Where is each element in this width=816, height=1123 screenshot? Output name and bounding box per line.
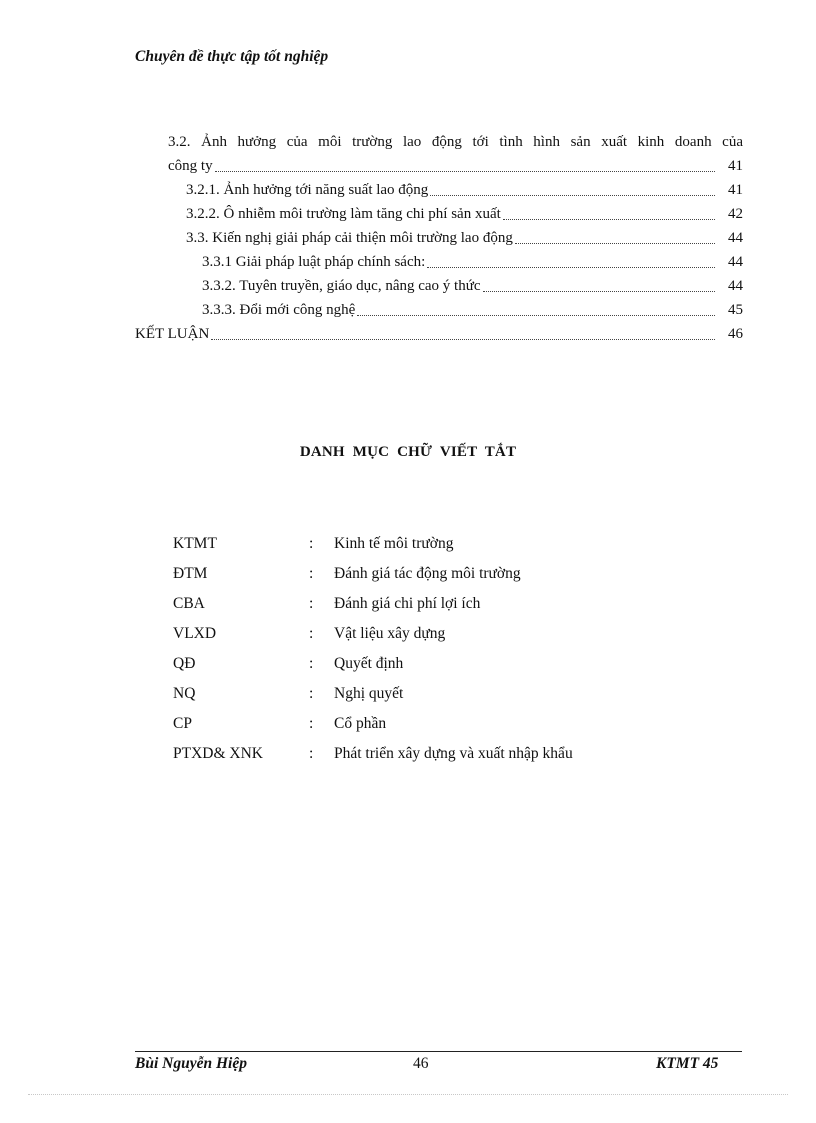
toc-entry-text: 3.3.1 Giải pháp luật pháp chính sách: (202, 254, 426, 270)
abbreviation-meaning: Đánh giá chi phí lợi ích (334, 595, 481, 612)
toc-entry-text: 3.2.2. Ô nhiễm môi trường làm tăng chi phí sản xuất (186, 206, 501, 222)
toc-page-number: 41 (728, 158, 743, 174)
abbreviation-meaning: Phát triển xây dựng và xuất nhập khẩu (334, 745, 573, 762)
page-bottom-divider (28, 1094, 788, 1095)
abbreviation-term: NQ (173, 685, 196, 702)
toc-entry-3-2-2 (186, 202, 743, 226)
toc-leader-dots (427, 253, 715, 268)
toc-entry-3-2 (168, 154, 743, 178)
footer-page-number: 46 (413, 1055, 429, 1072)
abbreviation-separator: : (309, 535, 314, 552)
toc-page-number: 42 (728, 206, 743, 222)
toc-entry-text: 3.3.3. Đổi mới công nghệ (202, 302, 356, 318)
footer-author: Bùi Nguyễn Hiệp (135, 1055, 247, 1072)
toc-entry-text: 3.3. Kiến nghị giải pháp cải thiện môi trường lao động (186, 230, 513, 246)
footer-class-code: KTMT 45 (656, 1055, 719, 1072)
running-header: Chuyên đề thực tập tốt nghiệp (135, 48, 329, 65)
abbreviation-separator: : (309, 595, 314, 612)
toc-entry-3-3-1 (202, 250, 743, 274)
toc-leader-dots (483, 277, 715, 292)
toc-entry-3-3-3 (202, 298, 743, 322)
abbreviation-term: KTMT (173, 535, 217, 552)
toc-entry-3-2-1 (186, 178, 743, 202)
toc-leader-dots (357, 301, 715, 316)
toc-entry-text: KẾT LUẬN (135, 326, 210, 342)
toc-page-number: 46 (728, 326, 743, 342)
abbreviation-separator: : (309, 715, 314, 732)
toc-leader-dots (211, 325, 715, 340)
toc-leader-dots (430, 181, 715, 196)
abbreviation-term: QĐ (173, 655, 196, 672)
toc-page-number: 45 (728, 302, 743, 318)
abbreviation-term: PTXD& XNK (173, 745, 263, 762)
toc-leader-dots (503, 205, 715, 220)
toc-page-number: 44 (728, 230, 743, 246)
abbreviation-meaning: Kinh tế môi trường (334, 535, 454, 552)
abbreviation-separator: : (309, 655, 314, 672)
toc-page-number: 44 (728, 254, 743, 270)
footer-divider (135, 1051, 742, 1052)
abbreviation-meaning: Vật liệu xây dựng (334, 625, 446, 642)
abbreviation-meaning: Nghị quyết (334, 685, 404, 702)
abbreviation-meaning: Quyết định (334, 655, 404, 672)
toc-entry-ket-luan (135, 322, 743, 346)
toc-leader-dots (215, 157, 715, 172)
abbreviation-separator: : (309, 745, 314, 762)
abbreviation-term: ĐTM (173, 565, 208, 582)
toc-entry-3-3 (186, 226, 743, 250)
toc-leader-dots (515, 229, 715, 244)
toc-entry-text: công ty (168, 158, 213, 174)
abbreviation-meaning: Đánh giá tác động môi trường (334, 565, 521, 582)
toc-entry-3-2-line1: 3.2. Ảnh hưởng của môi trường lao động tới tình hình sản xuất kinh doanh của (168, 134, 743, 150)
abbreviation-term: CP (173, 715, 192, 732)
toc-entry-text: 3.3.2. Tuyên truyền, giáo dục, nâng cao ý thức (202, 278, 481, 294)
abbreviations-title: DANH MỤC CHỮ VIẾT TẮT (299, 444, 517, 460)
abbreviation-term: CBA (173, 595, 205, 612)
toc-page-number: 41 (728, 182, 743, 198)
toc-entry-text: 3.2.1. Ảnh hưởng tới năng suất lao động (186, 182, 429, 198)
toc-page-number: 44 (728, 278, 743, 294)
abbreviation-term: VLXD (173, 625, 217, 642)
abbreviation-separator: : (309, 565, 314, 582)
abbreviation-meaning: Cổ phần (334, 715, 387, 732)
abbreviation-separator: : (309, 685, 314, 702)
toc-entry-3-3-2 (202, 274, 743, 298)
abbreviation-separator: : (309, 625, 314, 642)
